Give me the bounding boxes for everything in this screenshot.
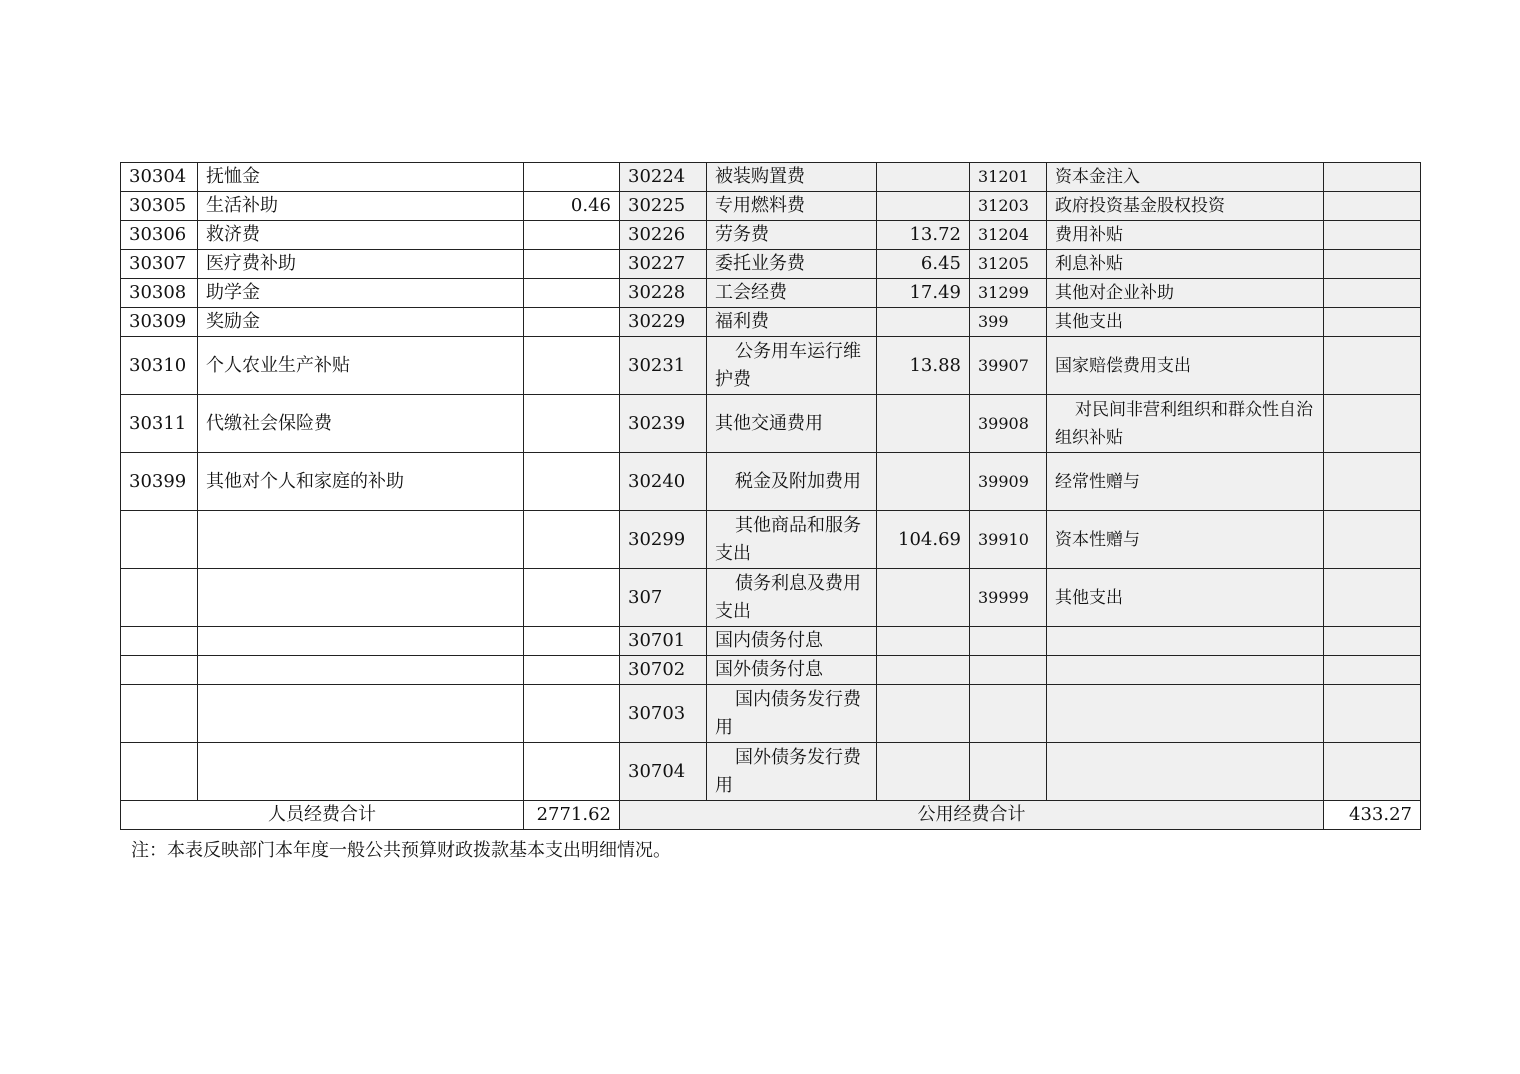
table-row xyxy=(121,511,1421,569)
item-amount: 0.46 xyxy=(524,192,620,221)
item-amount xyxy=(524,453,620,511)
table-body xyxy=(121,163,1421,801)
item-name xyxy=(198,743,524,801)
item-amount xyxy=(1324,337,1421,395)
item-code: 30307 xyxy=(121,250,198,279)
item-amount xyxy=(1324,279,1421,308)
item-amount: 13.72 xyxy=(877,221,970,250)
item-code: 30239 xyxy=(620,395,707,453)
item-amount xyxy=(877,627,970,656)
public-total-value: 433.27 xyxy=(1324,801,1421,830)
item-amount xyxy=(1324,250,1421,279)
table-row xyxy=(121,627,1421,656)
item-amount xyxy=(524,250,620,279)
item-code: 30226 xyxy=(620,221,707,250)
table-row xyxy=(121,279,1421,308)
item-amount xyxy=(877,685,970,743)
item-amount xyxy=(1324,221,1421,250)
item-amount xyxy=(524,656,620,685)
item-amount xyxy=(524,569,620,627)
item-amount xyxy=(877,656,970,685)
item-amount xyxy=(1324,395,1421,453)
item-name: 其他对个人和家庭的补助 xyxy=(198,453,524,511)
item-name: 公务用车运行维护费 xyxy=(707,337,877,395)
item-amount: 17.49 xyxy=(877,279,970,308)
item-code: 30227 xyxy=(620,250,707,279)
table-row xyxy=(121,453,1421,511)
item-code: 31299 xyxy=(970,279,1047,308)
item-code: 30299 xyxy=(620,511,707,569)
item-code: 30701 xyxy=(620,627,707,656)
item-name: 救济费 xyxy=(198,221,524,250)
item-code: 30231 xyxy=(620,337,707,395)
personnel-total-value: 2771.62 xyxy=(524,801,620,830)
item-code: 31201 xyxy=(970,163,1047,192)
item-name: 政府投资基金股权投资 xyxy=(1047,192,1324,221)
item-amount xyxy=(1324,453,1421,511)
table-row xyxy=(121,656,1421,685)
item-code xyxy=(121,627,198,656)
item-code: 39910 xyxy=(970,511,1047,569)
item-amount xyxy=(1324,743,1421,801)
table-row xyxy=(121,308,1421,337)
item-name: 其他商品和服务支出 xyxy=(707,511,877,569)
item-name: 其他对企业补助 xyxy=(1047,279,1324,308)
item-amount xyxy=(877,308,970,337)
totals-row xyxy=(121,801,1421,830)
item-amount xyxy=(524,511,620,569)
item-code: 30310 xyxy=(121,337,198,395)
item-name: 助学金 xyxy=(198,279,524,308)
item-code: 30228 xyxy=(620,279,707,308)
item-amount xyxy=(524,163,620,192)
table-note: 注：本表反映部门本年度一般公共预算财政拨款基本支出明细情况。 xyxy=(131,840,671,861)
table-row xyxy=(121,685,1421,743)
item-name: 奖励金 xyxy=(198,308,524,337)
item-code: 30702 xyxy=(620,656,707,685)
item-name: 工会经费 xyxy=(707,279,877,308)
item-amount: 104.69 xyxy=(877,511,970,569)
item-amount xyxy=(1324,627,1421,656)
item-name: 其他交通费用 xyxy=(707,395,877,453)
item-amount xyxy=(877,453,970,511)
item-amount xyxy=(524,395,620,453)
item-name: 债务利息及费用支出 xyxy=(707,569,877,627)
item-name: 资本金注入 xyxy=(1047,163,1324,192)
item-name: 专用燃料费 xyxy=(707,192,877,221)
item-amount xyxy=(524,743,620,801)
item-code: 30308 xyxy=(121,279,198,308)
item-amount xyxy=(1324,511,1421,569)
item-amount xyxy=(1324,656,1421,685)
item-amount xyxy=(877,163,970,192)
item-code: 39999 xyxy=(970,569,1047,627)
item-name xyxy=(198,627,524,656)
item-code xyxy=(970,685,1047,743)
item-amount: 6.45 xyxy=(877,250,970,279)
item-amount xyxy=(524,279,620,308)
item-name: 委托业务费 xyxy=(707,250,877,279)
item-amount xyxy=(877,569,970,627)
item-name: 资本性赠与 xyxy=(1047,511,1324,569)
item-name xyxy=(1047,656,1324,685)
item-name: 国内债务发行费用 xyxy=(707,685,877,743)
item-name: 其他支出 xyxy=(1047,308,1324,337)
item-amount xyxy=(1324,569,1421,627)
item-code xyxy=(121,685,198,743)
item-name: 对民间非营利组织和群众性自治组织补贴 xyxy=(1047,395,1324,453)
table-row xyxy=(121,395,1421,453)
item-code xyxy=(970,627,1047,656)
item-code: 39909 xyxy=(970,453,1047,511)
item-name: 税金及附加费用 xyxy=(707,453,877,511)
item-code: 30304 xyxy=(121,163,198,192)
table-row xyxy=(121,743,1421,801)
item-name xyxy=(198,569,524,627)
table-row xyxy=(121,163,1421,192)
item-amount xyxy=(1324,163,1421,192)
item-amount xyxy=(524,308,620,337)
item-code: 30229 xyxy=(620,308,707,337)
item-code xyxy=(121,743,198,801)
item-name xyxy=(198,511,524,569)
item-amount xyxy=(524,221,620,250)
table-row xyxy=(121,569,1421,627)
item-amount xyxy=(877,192,970,221)
item-code: 39908 xyxy=(970,395,1047,453)
item-name: 国内债务付息 xyxy=(707,627,877,656)
item-code: 31205 xyxy=(970,250,1047,279)
item-code xyxy=(121,569,198,627)
item-amount xyxy=(1324,685,1421,743)
item-name: 医疗费补助 xyxy=(198,250,524,279)
item-code: 31203 xyxy=(970,192,1047,221)
table-row xyxy=(121,337,1421,395)
item-name xyxy=(1047,685,1324,743)
item-code: 30240 xyxy=(620,453,707,511)
item-amount xyxy=(524,685,620,743)
item-amount: 13.88 xyxy=(877,337,970,395)
item-code: 30309 xyxy=(121,308,198,337)
table-row xyxy=(121,221,1421,250)
table-row xyxy=(121,250,1421,279)
item-name: 国外债务发行费用 xyxy=(707,743,877,801)
item-name: 经常性赠与 xyxy=(1047,453,1324,511)
item-name xyxy=(198,685,524,743)
expenditure-detail-table xyxy=(120,162,1421,830)
item-name: 生活补助 xyxy=(198,192,524,221)
item-name: 利息补贴 xyxy=(1047,250,1324,279)
item-code xyxy=(121,511,198,569)
item-code xyxy=(970,656,1047,685)
item-code: 30305 xyxy=(121,192,198,221)
item-amount xyxy=(524,627,620,656)
item-code: 30399 xyxy=(121,453,198,511)
table-row xyxy=(121,192,1421,221)
item-code: 30704 xyxy=(620,743,707,801)
item-name: 抚恤金 xyxy=(198,163,524,192)
item-code: 399 xyxy=(970,308,1047,337)
item-code: 39907 xyxy=(970,337,1047,395)
item-name: 国家赔偿费用支出 xyxy=(1047,337,1324,395)
item-name: 代缴社会保险费 xyxy=(198,395,524,453)
public-total-label: 公用经费合计 xyxy=(620,801,1324,830)
item-name: 国外债务付息 xyxy=(707,656,877,685)
item-amount xyxy=(1324,192,1421,221)
item-name: 费用补贴 xyxy=(1047,221,1324,250)
item-code: 30225 xyxy=(620,192,707,221)
item-name: 其他支出 xyxy=(1047,569,1324,627)
item-amount xyxy=(524,337,620,395)
item-code: 307 xyxy=(620,569,707,627)
item-name: 个人农业生产补贴 xyxy=(198,337,524,395)
item-amount xyxy=(1324,308,1421,337)
item-code: 30224 xyxy=(620,163,707,192)
item-code xyxy=(970,743,1047,801)
item-amount xyxy=(877,395,970,453)
item-code: 30306 xyxy=(121,221,198,250)
item-amount xyxy=(877,743,970,801)
personnel-total-label: 人员经费合计 xyxy=(121,801,524,830)
item-name xyxy=(1047,627,1324,656)
item-name: 劳务费 xyxy=(707,221,877,250)
item-code: 31204 xyxy=(970,221,1047,250)
item-name: 被装购置费 xyxy=(707,163,877,192)
item-code: 30311 xyxy=(121,395,198,453)
item-name: 福利费 xyxy=(707,308,877,337)
item-name xyxy=(1047,743,1324,801)
item-name xyxy=(198,656,524,685)
item-code xyxy=(121,656,198,685)
item-code: 30703 xyxy=(620,685,707,743)
